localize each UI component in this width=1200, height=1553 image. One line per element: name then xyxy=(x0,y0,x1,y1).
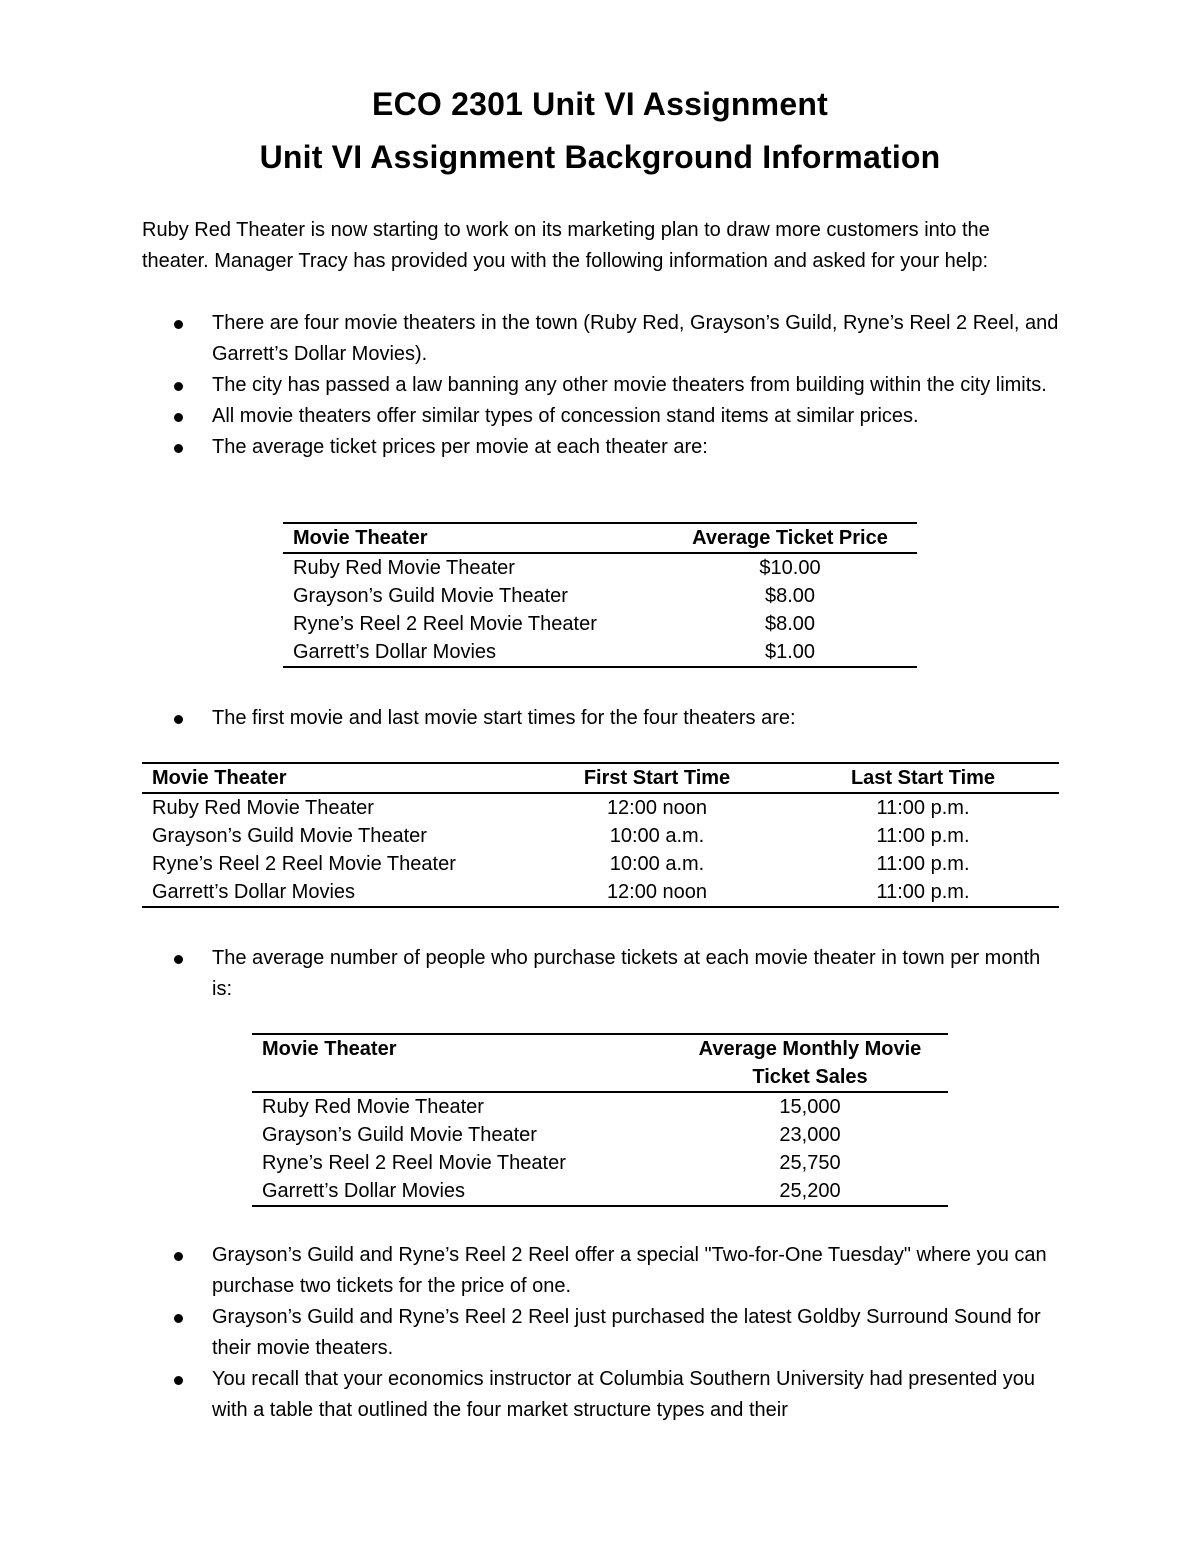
bullet-icon xyxy=(174,1314,183,1323)
table-cell: 15,000 xyxy=(779,1096,841,1118)
document-subtitle: Unit VI Assignment Background Information xyxy=(259,139,941,175)
list-item: Grayson’s Guild and Ryne’s Reel 2 Reel offer a special "Two-for-One Tuesday" where you can purchase two tickets for the price of one. xyxy=(142,1240,1062,1302)
list-item: All movie theaters offer similar types of concession stand items at similar prices. xyxy=(142,401,1062,432)
table-cell: 11:00 p.m. xyxy=(787,878,1059,907)
table-cell: Grayson’s Guild Movie Theater xyxy=(262,1124,537,1146)
bullet-list-3 xyxy=(142,943,1062,1005)
table-cell: 11:00 p.m. xyxy=(876,825,970,847)
document-title: ECO 2301 Unit VI Assignment xyxy=(372,86,828,122)
intro-paragraph: Ruby Red Theater is now starting to work on its marketing plan to draw more customers into the theater. Manager Tracy has provided you with the following information and asked for your help: xyxy=(142,219,990,272)
table-row xyxy=(252,1149,948,1177)
bullet-icon xyxy=(174,955,183,964)
table-row xyxy=(142,878,1059,907)
table-row xyxy=(252,1092,948,1121)
bullet-icon xyxy=(174,444,183,453)
column-header: Average Monthly Movie Ticket Sales xyxy=(672,1034,948,1092)
column-header: Movie Theater xyxy=(142,763,527,793)
bullet-icon xyxy=(174,413,183,422)
table-cell: Grayson’s Guild Movie Theater xyxy=(152,825,427,847)
table-row xyxy=(283,610,917,638)
table-cell: 11:00 p.m. xyxy=(876,797,970,819)
column-header: Average Ticket Price xyxy=(663,523,917,553)
column-header: Last Start Time xyxy=(787,763,1059,793)
table-cell: Ruby Red Movie Theater xyxy=(262,1096,484,1118)
ticket-price-table xyxy=(283,522,917,668)
table-header-row xyxy=(142,763,1059,793)
table-row xyxy=(283,638,917,667)
table-row xyxy=(142,850,1059,878)
table-cell: Ryne’s Reel 2 Reel Movie Theater xyxy=(293,613,597,635)
start-time-table xyxy=(142,762,1059,908)
list-item: The city has passed a law banning any other movie theaters from building within the city limits. xyxy=(142,370,1062,401)
table-cell: Garrett’s Dollar Movies xyxy=(252,1177,672,1206)
column-header: Movie Theater xyxy=(252,1034,672,1092)
table-cell: Ryne’s Reel 2 Reel Movie Theater xyxy=(262,1152,566,1174)
table-cell: Ruby Red Movie Theater xyxy=(293,557,515,579)
table-cell: Ryne’s Reel 2 Reel Movie Theater xyxy=(152,853,456,875)
table-cell: 25,750 xyxy=(779,1152,841,1174)
table-row xyxy=(283,553,917,582)
column-header: First Start Time xyxy=(527,763,787,793)
table-row xyxy=(142,822,1059,850)
table-cell: 23,000 xyxy=(779,1124,841,1146)
table-row xyxy=(252,1121,948,1149)
table-cell: 10:00 a.m. xyxy=(609,825,705,847)
table-row xyxy=(142,793,1059,822)
table-cell: Garrett’s Dollar Movies xyxy=(142,878,527,907)
table-header-row xyxy=(283,523,917,553)
table-cell: 10:00 a.m. xyxy=(609,853,705,875)
bullet-list-1 xyxy=(142,308,1062,463)
table-cell: 11:00 p.m. xyxy=(876,853,970,875)
table-cell: 12:00 noon xyxy=(527,878,787,907)
bullet-icon xyxy=(174,1376,183,1385)
table-row xyxy=(283,582,917,610)
bullet-list-4 xyxy=(142,1240,1062,1426)
table-cell: 25,200 xyxy=(672,1177,948,1206)
table-row xyxy=(252,1177,948,1206)
table-header-row xyxy=(252,1034,948,1092)
list-item: You recall that your economics instructor at Columbia Southern University had presented you with a table that outlined the four market structure types and their xyxy=(142,1364,1062,1426)
list-item: Grayson’s Guild and Ryne’s Reel 2 Reel just purchased the latest Goldby Surround Sound for their movie theaters. xyxy=(142,1302,1062,1364)
table-cell: $1.00 xyxy=(663,638,917,667)
list-item: The average number of people who purchase tickets at each movie theater in town per month is: xyxy=(142,943,1062,1005)
column-header: Movie Theater xyxy=(283,523,663,553)
table-cell: 12:00 noon xyxy=(606,797,708,819)
table-cell: $8.00 xyxy=(764,613,816,635)
table-cell: Grayson’s Guild Movie Theater xyxy=(293,585,568,607)
list-item: The average ticket prices per movie at each theater are: xyxy=(142,432,1062,463)
table-cell: Ruby Red Movie Theater xyxy=(152,797,374,819)
ticket-sales-table xyxy=(252,1033,948,1207)
list-item: The first movie and last movie start times for the four theaters are: xyxy=(142,703,1062,734)
table-cell: Garrett’s Dollar Movies xyxy=(283,638,663,667)
bullet-icon xyxy=(174,382,183,391)
bullet-icon xyxy=(174,1252,183,1261)
table-cell: $8.00 xyxy=(764,585,816,607)
table-cell: $10.00 xyxy=(759,557,821,579)
list-item: There are four movie theaters in the town (Ruby Red, Grayson’s Guild, Ryne’s Reel 2 Reel, and Garrett’s Dollar Movies). xyxy=(142,308,1062,370)
bullet-icon xyxy=(174,715,183,724)
bullet-icon xyxy=(174,320,183,329)
bullet-list-2 xyxy=(142,703,1062,734)
